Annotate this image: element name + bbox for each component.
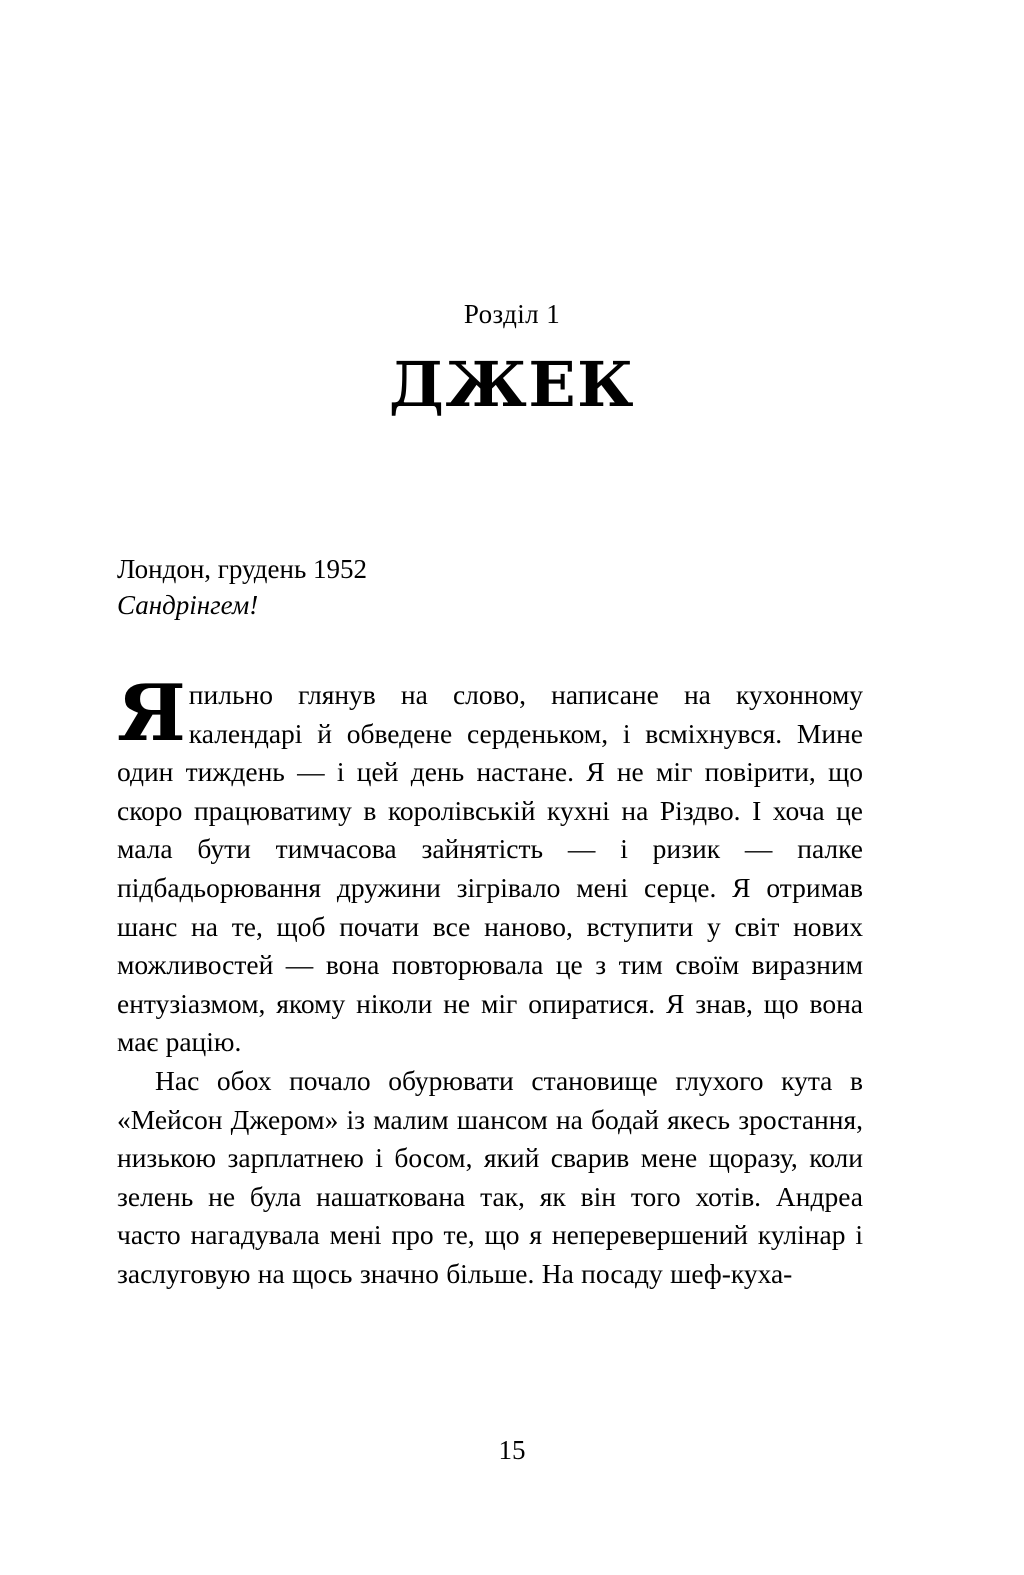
dateline-note: Сандрінгем! — [117, 590, 259, 620]
chapter-header — [0, 299, 1024, 421]
paragraph: Нас обох почало обурювати становище глухого кута в «Мейсон Джером» із малим шансом на бодай якесь зростання, низькою зарплатнею і босом, який сварив мене щоразу, коли зелень не була нашаткована так, як він того хотів. Андреа часто нагадувала мені про те, що я неперевершений кулінар і заслуговую на щось значно більше. На посаду шеф-куха- — [117, 1064, 863, 1289]
page-number: 15 — [498, 1435, 526, 1465]
dateline-block — [117, 551, 863, 623]
dateline-place: Лондон, грудень 1952 — [117, 554, 368, 584]
chapter-title: ДЖЕК — [388, 347, 636, 421]
chapter-number-label: Розділ 1 — [463, 299, 561, 329]
paragraph: Япильно глянув на слово, написане на кухонному календарі й обведене серденьком, і всміхнувся. Мине один тиждень — і цей день настане. Я не міг повірити, що скоро працюватиму в королівській кухні на Різдво. І хоча це мала бути тимчасова зайнятість — і ризик — палке підбадьорювання дружини зігрівало мені серце. Я отримав шанс на те, щоб почати все наново, вступити у світ нових можливостей — вона повторювала це з тим своїм виразним ентузіазмом, якому ніколи не міг опиратися. Я знав, що вона має рацію. — [117, 668, 863, 1058]
body-text — [117, 668, 863, 1294]
